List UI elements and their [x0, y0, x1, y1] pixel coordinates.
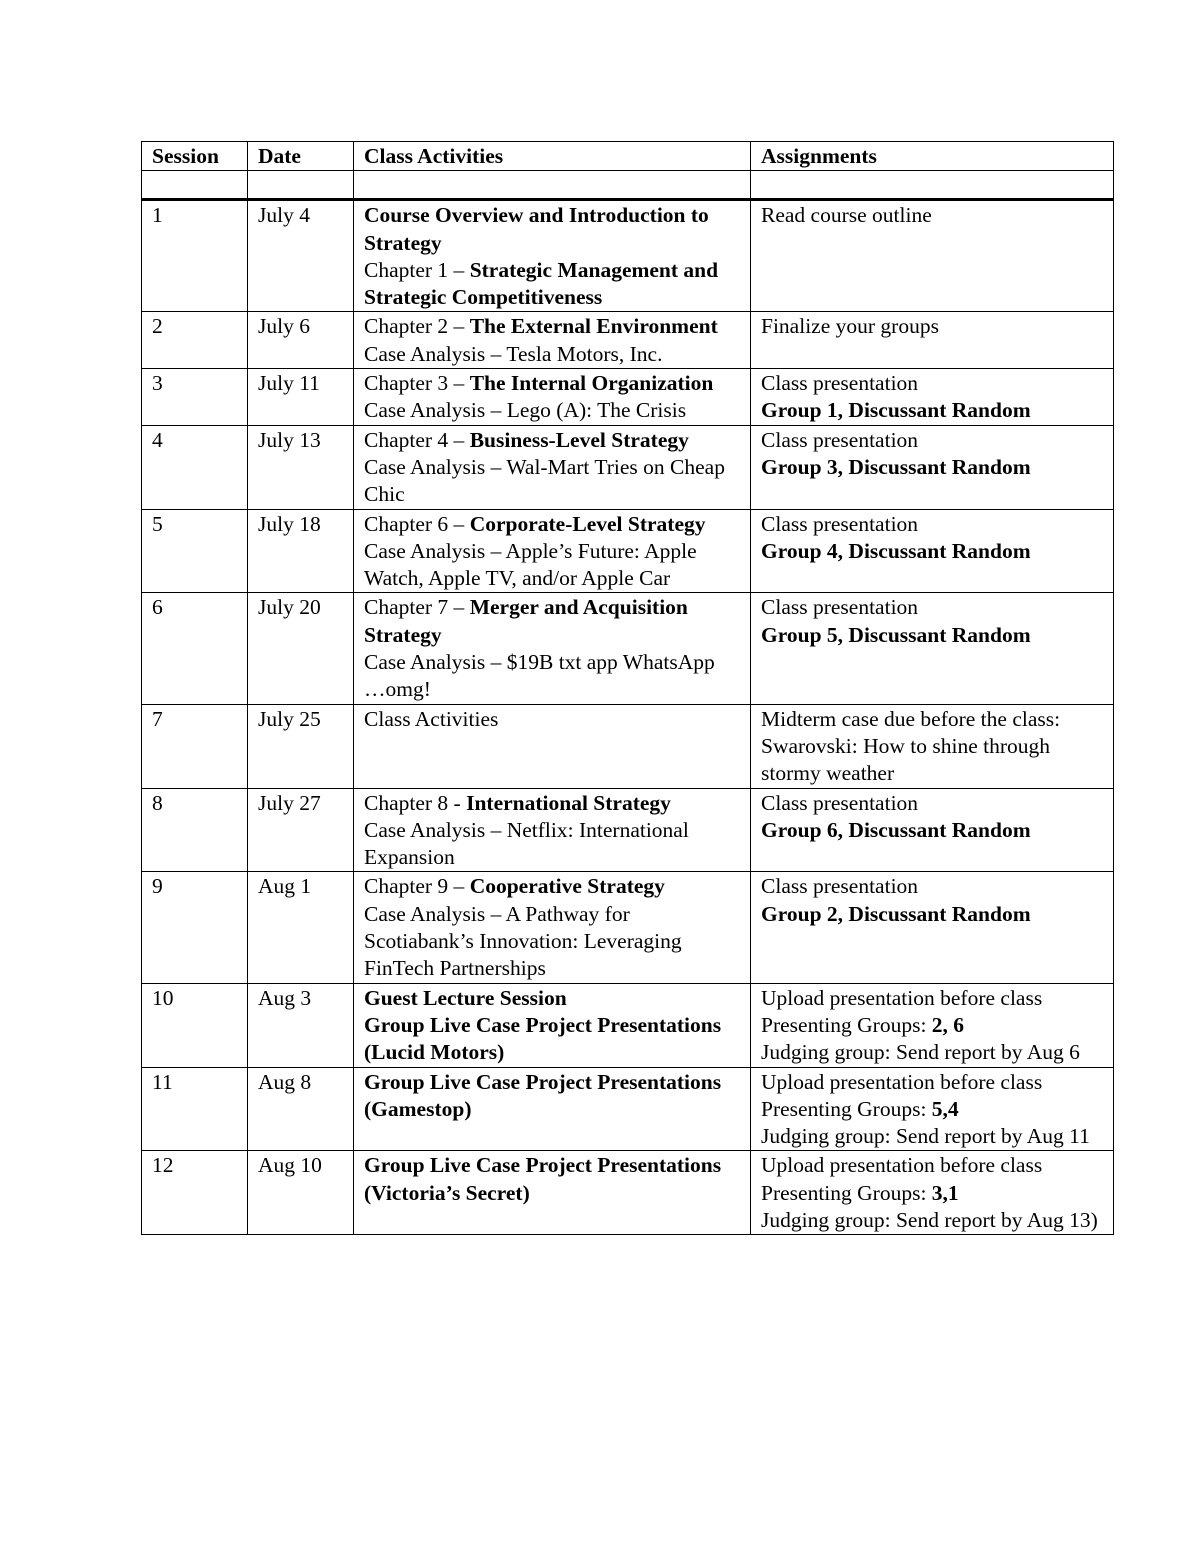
text: Upload presentation before class: [761, 1153, 1043, 1178]
header-date: Date: [248, 142, 354, 171]
assignments-cell: [751, 788, 1114, 872]
activities-cell: [354, 788, 751, 872]
bold-text: 5,4: [931, 1096, 959, 1121]
cell-line: [761, 511, 1103, 538]
text: Read course outline: [761, 203, 932, 228]
date-cell: July 11: [248, 369, 354, 426]
cell-line: [364, 594, 740, 649]
text: Presenting Groups:: [761, 1180, 932, 1205]
document-page: [141, 141, 1113, 1235]
assignments-cell: [751, 593, 1114, 704]
header-row: [142, 142, 1114, 171]
cell-line: [761, 1152, 1103, 1179]
text: Class presentation: [761, 874, 919, 899]
cell-line: [761, 985, 1103, 1012]
text: Midterm case due before the class: Swarovski: How to shine through stormy weather: [761, 706, 1061, 786]
assignments-cell: [751, 312, 1114, 369]
bold-text: 2, 6: [931, 1012, 965, 1037]
assignments-cell: [751, 509, 1114, 593]
session-cell: 8: [142, 788, 248, 872]
cell-line: [761, 706, 1103, 788]
schedule-table: [141, 141, 1114, 1235]
cell-line: [364, 873, 740, 900]
cell-line: [364, 817, 740, 872]
activities-cell: [354, 872, 751, 983]
activities-cell: [354, 704, 751, 788]
text: Presenting Groups:: [761, 1012, 932, 1037]
cell-line: [761, 1207, 1103, 1234]
bold-text: Business-Level Strategy: [469, 427, 689, 452]
date-cell: July 4: [248, 200, 354, 312]
cell-line: [761, 313, 1103, 340]
session-cell: 9: [142, 872, 248, 983]
date-cell: Aug 1: [248, 872, 354, 983]
assignments-cell: [751, 425, 1114, 509]
cell-line: [761, 901, 1103, 928]
cell-line: [364, 1012, 740, 1067]
cell-line: [761, 622, 1103, 649]
text: Chapter 7 –: [364, 595, 470, 620]
activities-cell: [354, 983, 751, 1067]
cell-line: [364, 454, 740, 509]
session-cell: 4: [142, 425, 248, 509]
activities-cell: [354, 509, 751, 593]
cell-line: [364, 341, 740, 368]
text: Case Analysis – A Pathway for Scotiabank’s Innovation: Leveraging FinTech Partnerships: [364, 901, 682, 981]
bold-text: Merger and Acquisition Strategy: [364, 595, 688, 647]
text: Class presentation: [761, 511, 919, 536]
bold-text: Group Live Case Project Presentations (Lucid Motors): [364, 1012, 722, 1065]
table-row: [142, 983, 1114, 1067]
bold-text: Group Live Case Project Presentations (Victoria’s Secret): [364, 1153, 722, 1205]
cell-line: [364, 649, 740, 704]
cell-line: [364, 1152, 740, 1207]
cell-line: [761, 1180, 1103, 1207]
bold-text: Cooperative Strategy: [469, 874, 665, 899]
activities-cell: [354, 1151, 751, 1235]
session-cell: 6: [142, 593, 248, 704]
date-cell: July 25: [248, 704, 354, 788]
cell-line: [364, 427, 740, 454]
session-cell: 11: [142, 1067, 248, 1151]
spacer-row: [142, 171, 1114, 200]
header-assignments: Assignments: [751, 142, 1114, 171]
table-row: [142, 1151, 1114, 1235]
bold-text: Group 6, Discussant Random: [761, 817, 1031, 842]
session-cell: 1: [142, 200, 248, 312]
bold-text: Course Overview and Introduction to Strategy: [364, 203, 709, 255]
date-cell: July 20: [248, 593, 354, 704]
cell-line: [761, 1096, 1103, 1123]
assignments-cell: [751, 369, 1114, 426]
bold-text: Corporate-Level Strategy: [469, 511, 706, 536]
text: Presenting Groups:: [761, 1096, 932, 1121]
text: Judging group: Send report by Aug 6: [761, 1040, 1080, 1065]
text: Upload presentation before class: [761, 985, 1043, 1010]
date-cell: Aug 3: [248, 983, 354, 1067]
assignments-cell: [751, 983, 1114, 1067]
text: Case Analysis – Wal-Mart Tries on Cheap Chic: [364, 454, 725, 507]
bold-text: The External Environment: [469, 314, 718, 339]
text: Class Activities: [364, 706, 499, 731]
cell-line: [761, 1123, 1103, 1150]
text: Finalize your groups: [761, 314, 939, 339]
spacer-cell: [751, 171, 1114, 200]
session-cell: 5: [142, 509, 248, 593]
assignments-cell: [751, 704, 1114, 788]
cell-line: [364, 370, 740, 397]
text: Upload presentation before class: [761, 1069, 1043, 1094]
header-session: Session: [142, 142, 248, 171]
text: Case Analysis – Lego (A): The Crisis: [364, 398, 687, 423]
cell-line: [761, 427, 1103, 454]
assignments-cell: [751, 872, 1114, 983]
table-row: [142, 788, 1114, 872]
spacer-cell: [248, 171, 354, 200]
text: Chapter 8 -: [364, 790, 467, 815]
bold-text: Group 1, Discussant Random: [761, 398, 1031, 423]
bold-text: Group 3, Discussant Random: [761, 454, 1031, 479]
cell-line: [761, 1039, 1103, 1066]
bold-text: 3,1: [931, 1180, 959, 1205]
date-cell: Aug 8: [248, 1067, 354, 1151]
bold-text: Group 4, Discussant Random: [761, 538, 1031, 563]
activities-cell: [354, 369, 751, 426]
text: Class presentation: [761, 427, 919, 452]
cell-line: [364, 901, 740, 983]
date-cell: Aug 10: [248, 1151, 354, 1235]
text: Class presentation: [761, 790, 919, 815]
cell-line: [761, 1069, 1103, 1096]
cell-line: [364, 538, 740, 593]
cell-line: [364, 511, 740, 538]
table-row: [142, 704, 1114, 788]
cell-line: [364, 202, 740, 257]
cell-line: [761, 594, 1103, 621]
date-cell: July 27: [248, 788, 354, 872]
spacer-cell: [142, 171, 248, 200]
text: Chapter 3 –: [364, 371, 470, 396]
activities-cell: [354, 593, 751, 704]
activities-cell: [354, 312, 751, 369]
activities-cell: [354, 425, 751, 509]
bold-text: Group Live Case Project Presentations (Gamestop): [364, 1069, 722, 1121]
assignments-cell: [751, 200, 1114, 312]
cell-line: [761, 790, 1103, 817]
cell-line: [761, 397, 1103, 424]
cell-line: [364, 706, 740, 733]
table-row: [142, 200, 1114, 312]
table-row: [142, 509, 1114, 593]
cell-line: [364, 397, 740, 424]
table-row: [142, 1067, 1114, 1151]
assignments-cell: [751, 1067, 1114, 1151]
activities-cell: [354, 1067, 751, 1151]
text: Case Analysis – Apple’s Future: Apple Watch, Apple TV, and/or Apple Car: [364, 538, 697, 591]
text: Judging group: Send report by Aug 11: [761, 1124, 1090, 1149]
cell-line: [364, 1069, 740, 1124]
header-activities: Class Activities: [354, 142, 751, 171]
text: Case Analysis – Netflix: International Expansion: [364, 817, 689, 870]
text: Case Analysis – Tesla Motors, Inc.: [364, 341, 663, 366]
text: Chapter 4 –: [364, 427, 470, 452]
cell-line: [761, 202, 1103, 229]
session-cell: 12: [142, 1151, 248, 1235]
schedule-body: [142, 171, 1114, 1235]
cell-line: [761, 538, 1103, 565]
cell-line: [364, 790, 740, 817]
date-cell: July 13: [248, 425, 354, 509]
cell-line: [761, 817, 1103, 844]
assignments-cell: [751, 1151, 1114, 1235]
table-row: [142, 872, 1114, 983]
date-cell: July 6: [248, 312, 354, 369]
cell-line: [364, 257, 740, 312]
table-row: [142, 425, 1114, 509]
bold-text: Guest Lecture Session: [364, 985, 567, 1010]
cell-line: [364, 985, 740, 1012]
cell-line: [761, 454, 1103, 481]
text: Class presentation: [761, 371, 919, 396]
bold-text: Group 5, Discussant Random: [761, 622, 1031, 647]
text: Class presentation: [761, 595, 919, 620]
session-cell: 10: [142, 983, 248, 1067]
table-row: [142, 369, 1114, 426]
text: Chapter 1 –: [364, 257, 470, 282]
text: Case Analysis – $19B txt app WhatsApp …omg!: [364, 650, 715, 702]
text: Chapter 2 –: [364, 314, 470, 339]
table-row: [142, 593, 1114, 704]
activities-cell: [354, 200, 751, 312]
session-cell: 3: [142, 369, 248, 426]
cell-line: [364, 313, 740, 340]
spacer-cell: [354, 171, 751, 200]
session-cell: 7: [142, 704, 248, 788]
bold-text: International Strategy: [466, 790, 671, 815]
bold-text: Strategic Management and Strategic Competitiveness: [364, 257, 719, 310]
text: Chapter 6 –: [364, 511, 470, 536]
bold-text: Group 2, Discussant Random: [761, 901, 1031, 926]
session-cell: 2: [142, 312, 248, 369]
cell-line: [761, 370, 1103, 397]
cell-line: [761, 1012, 1103, 1039]
text: Judging group: Send report by Aug 13): [761, 1207, 1098, 1232]
table-row: [142, 312, 1114, 369]
cell-line: [761, 873, 1103, 900]
bold-text: The Internal Organization: [469, 371, 714, 396]
date-cell: July 18: [248, 509, 354, 593]
text: Chapter 9 –: [364, 874, 470, 899]
